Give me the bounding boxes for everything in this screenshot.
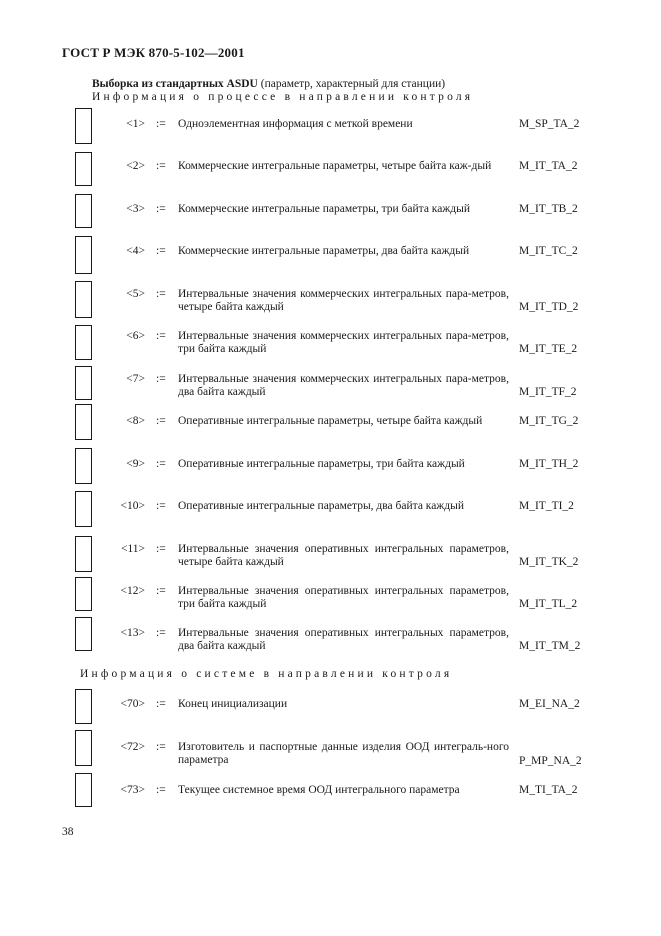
- checkbox[interactable]: [75, 773, 92, 807]
- checkbox[interactable]: [75, 325, 92, 360]
- checkbox[interactable]: [75, 491, 92, 527]
- asdu-code: M_IT_TK_2: [519, 556, 579, 568]
- entry-description: Одноэлементная информация с меткой времени: [178, 118, 413, 130]
- asdu-code: M_IT_TG_2: [519, 415, 579, 427]
- asdu-code: M_IT_TM_2: [519, 640, 581, 652]
- assign-symbol: :=: [156, 415, 166, 427]
- entry-description: Коммерческие интегральные параметры, два байта каждый: [178, 245, 470, 257]
- entry-number: <5>: [126, 288, 145, 300]
- intro-line: [92, 78, 445, 91]
- entry-number: <70>: [120, 698, 145, 710]
- entry-number: <6>: [126, 330, 145, 342]
- assign-symbol: :=: [156, 585, 166, 597]
- checkbox[interactable]: [75, 577, 92, 611]
- assign-symbol: :=: [156, 288, 166, 300]
- entry-number: <3>: [126, 203, 145, 215]
- asdu-code: M_IT_TH_2: [519, 458, 579, 470]
- assign-symbol: :=: [156, 373, 166, 385]
- entry-description: Коммерческие интегральные параметры, три байта каждый: [178, 203, 470, 215]
- asdu-code: M_IT_TE_2: [519, 343, 578, 355]
- entry-description: Оперативные интегральные параметры, три байта каждый: [178, 458, 465, 470]
- entry-number: <9>: [126, 458, 145, 470]
- checkbox[interactable]: [75, 536, 92, 572]
- checkbox[interactable]: [75, 236, 92, 274]
- asdu-code: M_SP_TA_2: [519, 118, 580, 130]
- page-number: 38: [62, 826, 74, 838]
- asdu-code: M_TI_TA_2: [519, 784, 578, 796]
- assign-symbol: :=: [156, 118, 166, 130]
- asdu-code: P_MP_NA_2: [519, 755, 582, 767]
- assign-symbol: :=: [156, 160, 166, 172]
- checkbox[interactable]: [75, 689, 92, 724]
- entry-description: Оперативные интегральные параметры, четыре байта каждый: [178, 415, 483, 427]
- document-header: ГОСТ Р МЭК 870-5-102—2001: [62, 45, 245, 60]
- entry-number: <12>: [120, 585, 145, 597]
- entry-description: Конец инициализации: [178, 698, 288, 710]
- asdu-code: M_IT_TB_2: [519, 203, 578, 215]
- assign-symbol: :=: [156, 500, 166, 512]
- checkbox[interactable]: [75, 152, 92, 186]
- checkbox[interactable]: [75, 108, 92, 144]
- assign-symbol: :=: [156, 784, 166, 796]
- asdu-code: M_IT_TF_2: [519, 386, 577, 398]
- entry-number: <72>: [120, 741, 145, 753]
- entry-number: <13>: [120, 627, 145, 639]
- entry-description: Интервальные значения коммерческих интегральных пара-метров, четыре байта каждый: [178, 288, 509, 313]
- intro-bold: Выборка из стандартных ASDU: [92, 78, 258, 90]
- section-title-process: Информация о процессе в направлении контроля: [92, 91, 474, 103]
- entry-description: Коммерческие интегральные параметры, четыре байта каж-дый: [178, 160, 492, 172]
- checkbox[interactable]: [75, 404, 92, 440]
- entry-description: Изготовитель и паспортные данные изделия ООД интеграль-ного параметра: [178, 741, 509, 766]
- entry-description: Интервальные значения оперативных интегральных параметров, четыре байта каждый: [178, 543, 509, 568]
- assign-symbol: :=: [156, 741, 166, 753]
- asdu-code: M_IT_TI_2: [519, 500, 574, 512]
- entry-description: Интервальные значения коммерческих интегральных пара-метров, три байта каждый: [178, 330, 509, 355]
- checkbox[interactable]: [75, 194, 92, 228]
- asdu-code: M_IT_TD_2: [519, 301, 579, 313]
- assign-symbol: :=: [156, 543, 166, 555]
- asdu-code: M_IT_TA_2: [519, 160, 578, 172]
- entry-number: <11>: [120, 543, 145, 555]
- entry-description: Оперативные интегральные параметры, два байта каждый: [178, 500, 464, 512]
- assign-symbol: :=: [156, 627, 166, 639]
- asdu-code: M_EI_NA_2: [519, 698, 580, 710]
- assign-symbol: :=: [156, 245, 166, 257]
- entry-number: <10>: [120, 500, 145, 512]
- checkbox[interactable]: [75, 617, 92, 651]
- assign-symbol: :=: [156, 458, 166, 470]
- checkbox[interactable]: [75, 730, 92, 766]
- intro-rest: (параметр, характерный для станции): [257, 78, 446, 90]
- entry-description: Интервальные значения коммерческих интегральных пара-метров, два байта каждый: [178, 373, 509, 398]
- entry-description: Интервальные значения оперативных интегральных параметров, три байта каждый: [178, 585, 509, 610]
- section-title-system: Информация о системе в направлении контроля: [80, 668, 453, 680]
- entry-description: Интервальные значения оперативных интегральных параметров, два байта каждый: [178, 627, 509, 652]
- entry-number: <2>: [126, 160, 145, 172]
- entry-number: <7>: [126, 373, 145, 385]
- assign-symbol: :=: [156, 330, 166, 342]
- entry-number: <73>: [120, 784, 145, 796]
- entry-description: Текущее системное время ООД интегрального параметра: [178, 784, 460, 796]
- checkbox[interactable]: [75, 366, 92, 400]
- checkbox[interactable]: [75, 448, 92, 484]
- checkbox[interactable]: [75, 281, 92, 318]
- entry-number: <1>: [126, 118, 145, 130]
- asdu-code: M_IT_TL_2: [519, 598, 578, 610]
- entry-number: <4>: [126, 245, 145, 257]
- entry-number: <8>: [126, 415, 145, 427]
- assign-symbol: :=: [156, 698, 166, 710]
- assign-symbol: :=: [156, 203, 166, 215]
- asdu-code: M_IT_TC_2: [519, 245, 578, 257]
